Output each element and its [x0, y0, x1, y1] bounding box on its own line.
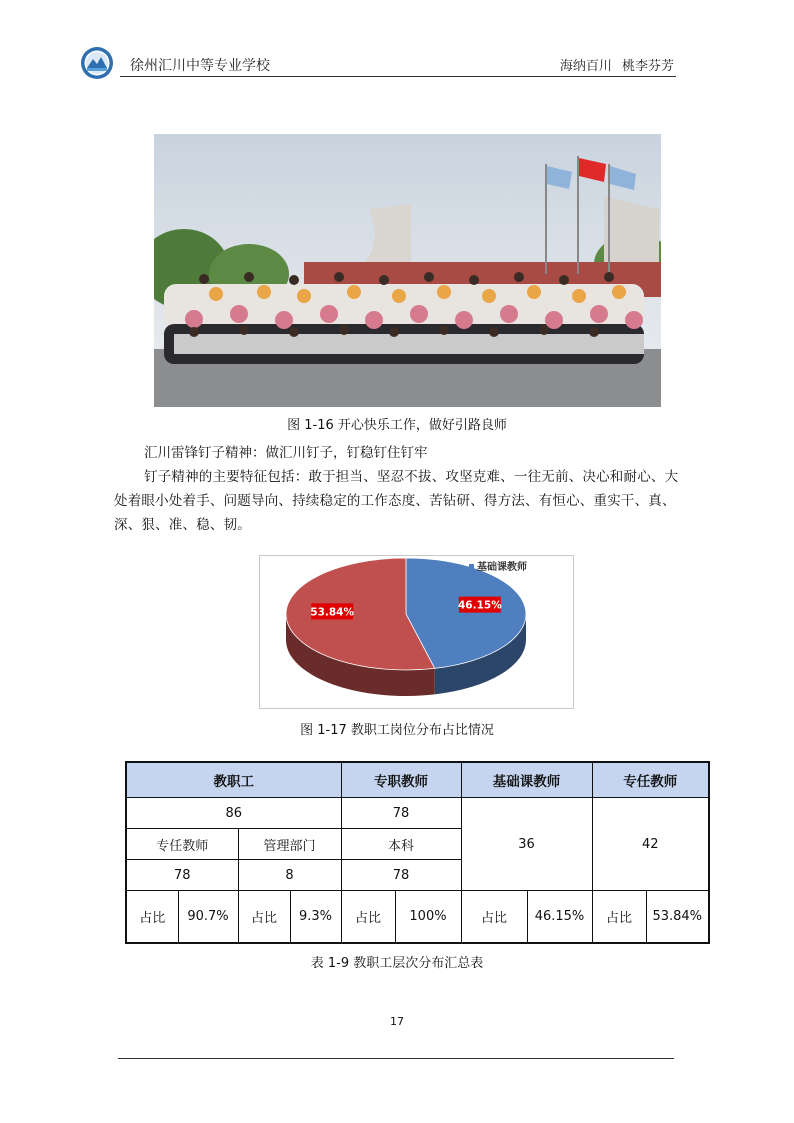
- cell-bachelor-count: 78: [341, 860, 461, 891]
- cell-staff-total: 86: [126, 798, 341, 829]
- cell-ratio-basic: 46.15%: [527, 891, 592, 944]
- figure-1-17-caption: 图 1-17 教职工岗位分布占比情况: [300, 723, 494, 738]
- pie-data-label-1: 53.84%: [310, 606, 355, 619]
- header-staff: 教职工: [126, 762, 341, 798]
- table-ratio-row: [126, 891, 709, 944]
- school-name: 徐州汇川中等专业学校: [130, 58, 270, 74]
- cell-ratio-label: 占比: [461, 891, 527, 944]
- pie-chart-svg: [260, 556, 573, 708]
- cell-ratio-specialized: 90.7%: [178, 891, 238, 944]
- legend-swatch: [469, 564, 474, 569]
- cell-sub-specialized: 专任教师: [126, 829, 238, 860]
- figure-1-16-caption: 图 1-16 开心快乐工作，做好引路良师: [287, 418, 507, 433]
- cell-ratio-label: 占比: [592, 891, 646, 944]
- header-basic: 基础课教师: [461, 762, 592, 798]
- header-full-time: 专职教师: [341, 762, 461, 798]
- paragraph-nail-spirit-features: 钉子精神的主要特征包括：敢于担当、坚忍不拔、攻坚克难、一往无前、决心和耐心、大处着眼小处着手、问题导向、持续稳定的工作态度、苦钻研、得方法、有恒心、重实干、真、深、狠、准、稳、韧。: [114, 469, 679, 533]
- page-number: 17: [390, 1015, 404, 1028]
- cell-ratio-label: 占比: [341, 891, 395, 944]
- table-row: [126, 798, 709, 829]
- cell-management-count: 8: [238, 860, 341, 891]
- page-header: [78, 42, 676, 78]
- cell-sub-bachelor: 本科: [341, 829, 461, 860]
- legend-label: 基础课教师: [477, 562, 527, 573]
- group-photo: [154, 134, 661, 407]
- cell-specialized-total: 42: [592, 798, 709, 891]
- table-1-9-caption: 表 1-9 教职工层次分布汇总表: [310, 956, 484, 971]
- cell-ratio-bachelor: 100%: [395, 891, 461, 944]
- cell-ratio-label: 占比: [238, 891, 290, 944]
- cell-basic-total: 36: [461, 798, 592, 891]
- footer-divider: [118, 1058, 674, 1059]
- header-divider: [120, 76, 676, 77]
- cell-full-time-total: 78: [341, 798, 461, 829]
- school-motto: 海纳百川 桃李芬芳: [559, 59, 674, 74]
- table-header-row: [126, 762, 709, 798]
- header-specialized: 专任教师: [592, 762, 709, 798]
- cell-sub-management: 管理部门: [238, 829, 341, 860]
- cell-ratio-label: 占比: [126, 891, 178, 944]
- cell-ratio-special-teachers: 53.84%: [646, 891, 709, 944]
- staff-table: [125, 761, 708, 944]
- paragraph-nail-spirit-title: 汇川雷锋钉子精神：做汇川钉子，钉稳钉住钉牢: [144, 445, 428, 461]
- cell-specialized-count: 78: [126, 860, 238, 891]
- school-logo-icon: [80, 46, 114, 80]
- pie-data-label-0: 46.15%: [457, 599, 502, 612]
- cell-ratio-management: 9.3%: [290, 891, 341, 944]
- pie-chart: [259, 555, 574, 709]
